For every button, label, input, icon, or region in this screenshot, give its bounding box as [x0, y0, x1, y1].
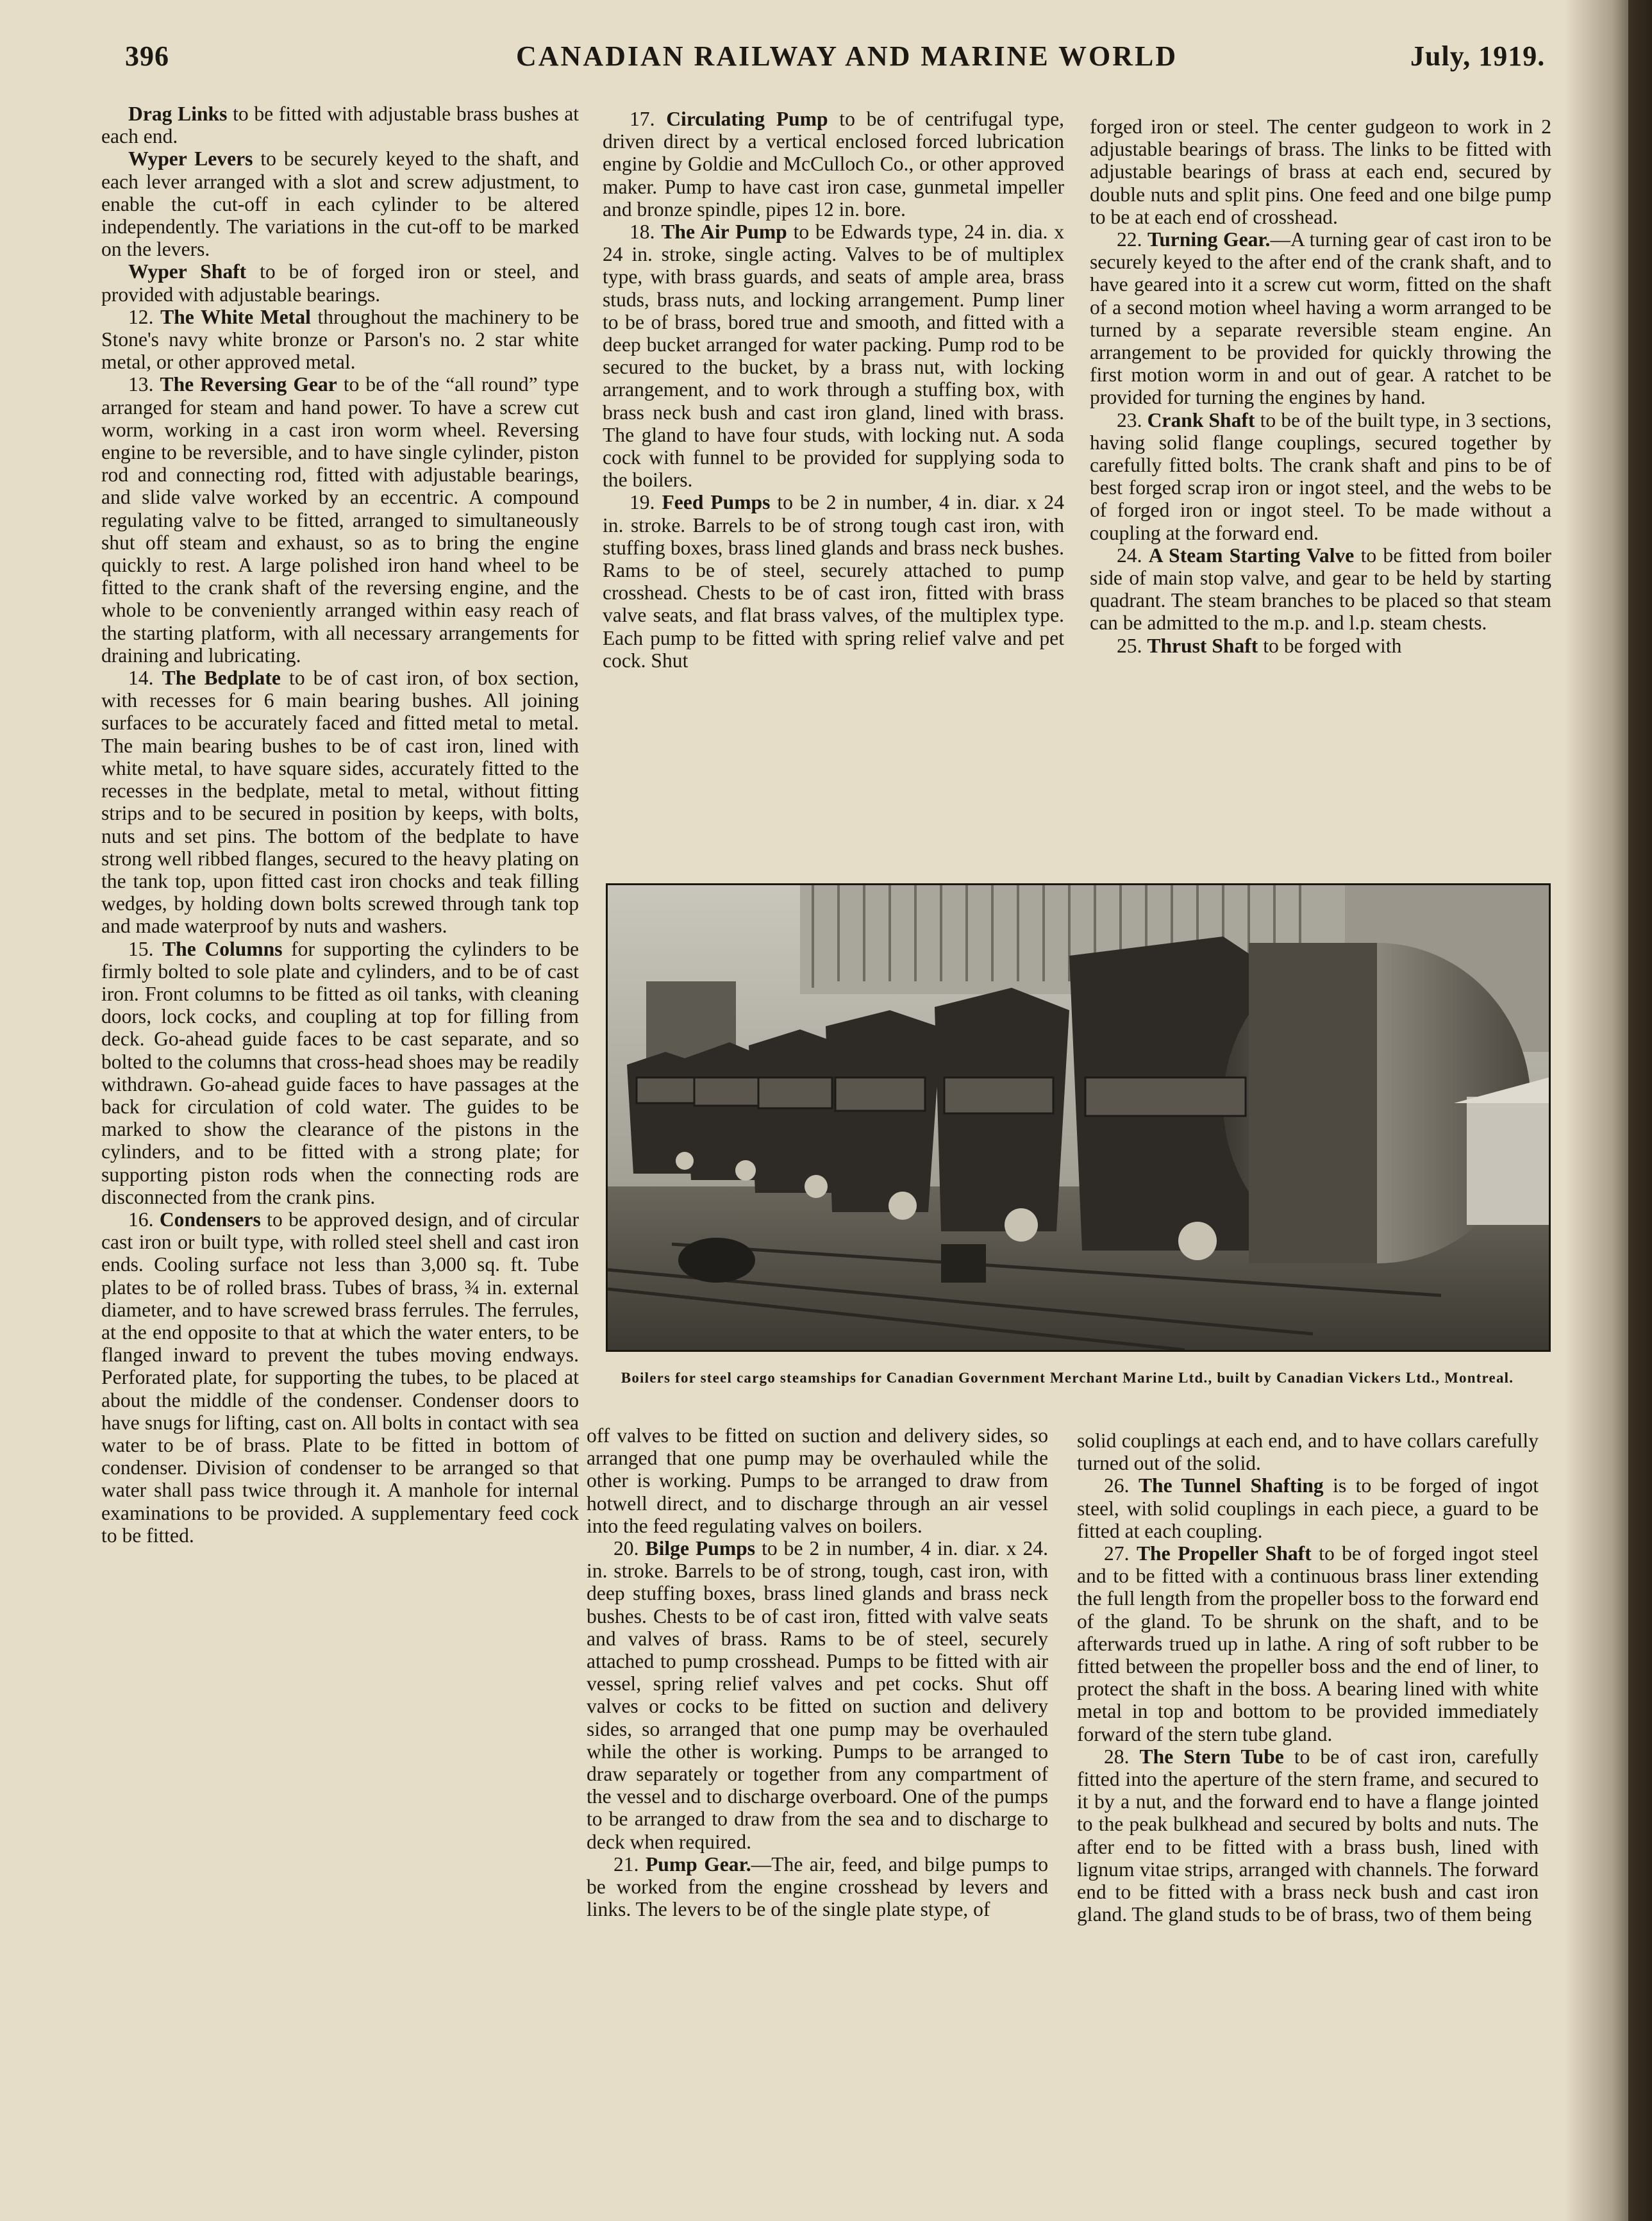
photo-caption: Boilers for steel cargo steamships for Canadian Government Merchant Marine Ltd., built by Canadian Vickers Ltd., Montreal.: [621, 1370, 1514, 1386]
paragraph: [587, 1537, 1048, 1853]
clause-number: 27.: [1104, 1542, 1137, 1565]
clause-number: 17.: [630, 108, 667, 130]
clause-heading: Crank Shaft: [1147, 408, 1255, 431]
clause-text: to be 2 in number, 4 in. diar. x 24. in. stroke. Barrels to be of strong, tough, cast iron, with deep stuffing boxes, brass lined glands and brass neck bushes. Chests to be of cast iron, fitted with valve seats and valves of brass. Rams to be of steel, securely attached to pump crosshead. Pumps to be fitted with air vessel, spring relief valves and pet cocks. Shut off valves or cocks to be fitted on suction and delivery sides, so arranged that one pump may be overhauled while the other is working. Pumps to be arranged to draw separately or together from any compartment of the vessel and to discharge overboard. One of the pumps to be arranged to draw from the sea and to discharge to deck when required.: [587, 1537, 1048, 1853]
clause-number: 23.: [1117, 408, 1147, 431]
clause-heading: A Steam Starting Valve: [1148, 544, 1355, 567]
clause-number: 26.: [1104, 1474, 1139, 1497]
clause-text: to be securely keyed to the shaft, and each lever arranged with a slot and screw adjustment, to enable the cut-off in each cylinder to be altered independently. The variations in the cut-off to be marked on the levers.: [101, 147, 579, 261]
clause-heading: Wyper Levers: [128, 147, 253, 171]
column-middle-bottom: [587, 1424, 1048, 1920]
clause-number: 20.: [613, 1537, 646, 1560]
clause-text: to be fitted with adjustable brass bushes at each end.: [101, 103, 580, 148]
clause-heading: The Propeller Shaft: [1136, 1542, 1312, 1565]
clause-number: 18.: [630, 220, 662, 244]
clause-number: 13.: [128, 373, 160, 396]
paragraph: [1090, 409, 1551, 544]
clause-heading: The White Metal: [160, 305, 311, 328]
page-edge-shadow: [1564, 0, 1652, 2221]
clause-text: to be 2 in number, 4 in. diar. x 24 in. stroke. Barrels to be of strong tough cast iron, with stuffing boxes, brass lined glands and brass neck bushes. Rams to be of steel, securely attached to pump crosshead. Chests to be of cast iron, fitted with brass valve seats, and flat brass valves, of the multiplex type. Each pump to be fitted with spring relief valve and pet cock. Shut: [603, 491, 1065, 672]
clause-text: forged iron or steel. The center gudgeon to work in 2 adjustable bearings of brass. The links to be fitted with adjustable bearings of brass at each end, secured by double nuts and split pins. One feed and one bilge pump to be at each end of crosshead.: [1090, 115, 1551, 228]
paragraph: [101, 938, 579, 1208]
paragraph: [1090, 115, 1551, 228]
clause-heading: Condensers: [159, 1208, 261, 1231]
clause-number: 21.: [613, 1852, 646, 1876]
column-middle-top: [603, 108, 1064, 672]
clause-text: to be of cast iron, carefully fitted into the aperture of the stern frame, and secured to it by a nut, and the forward end to have a flange jointed to the peak bulkhead and secured by bolts and nuts. The after end to be fitted with a brass bush, lined with lignum vitae strips, arranged with channels. The forward end to be fitted with a brass neck bush and cast iron gland. The gland studs to be of brass, two of them being: [1077, 1745, 1539, 1926]
clause-text: —A turning gear of cast iron to be securely keyed to the after end of the crank shaft, and to have geared into it a screw cut worm, fitted on the shaft of a second motion wheel having a worm arranged to be turned by a separate reversible steam engine. An arrangement to be provided for quickly throwing the first motion worm in and out of gear. A ratchet to be provided for turning the engines by hand.: [1090, 228, 1552, 409]
paragraph: [1090, 635, 1551, 657]
clause-text: to be of centrifugal type, driven direct by a vertical enclosed forced lubrication engine by Goldie and McCulloch Co., or other approved maker. Pump to have cast iron case, gunmetal impeller and bronze spindle, pipes 12 in. bore.: [603, 108, 1064, 220]
clause-text: to be of forged ingot steel and to be fitted with a continuous brass liner extending the full length from the propeller boss to the forward end of the gland. To be shrunk on the shaft, and to be afterwards trued up in lathe. A ring of soft rubber to be fitted between the propeller boss and the end of liner, to protect the shaft in the boss. A bearing lined with white metal in top and bottom to be provided immediately forward of the stern tube gland.: [1077, 1542, 1539, 1745]
clause-heading: The Tunnel Shafting: [1138, 1474, 1324, 1497]
clause-heading: The Columns: [162, 937, 283, 960]
column-left: [101, 103, 579, 1547]
clause-heading: The Stern Tube: [1139, 1745, 1284, 1768]
clause-text: is to be forged of ingot steel, with solid couplings in each piece, a guard to be fitted at each coupling.: [1077, 1474, 1539, 1542]
paragraph: [101, 260, 579, 305]
paragraph: [1077, 1745, 1539, 1926]
clause-heading: The Air Pump: [661, 220, 787, 244]
clause-text: throughout the machinery to be Stone's navy white bronze or Parson's no. 2 star white metal, or other approved metal.: [101, 305, 580, 374]
clause-number: 25.: [1117, 634, 1147, 657]
paragraph: [101, 103, 579, 147]
paragraph: [1077, 1542, 1539, 1745]
clause-heading: Drag Links: [128, 103, 228, 125]
clause-number: 28.: [1104, 1745, 1140, 1768]
clause-text: to be of the built type, in 3 sections, having solid flange couplings, secured together by carefully fitted bolts. The crank shaft and pins to be of best forged scrap iron or ingot steel, and the webs to be of forged iron or ingot steel. To be made without a coupling at the forward end.: [1090, 408, 1552, 544]
clause-number: 15.: [128, 937, 163, 960]
clause-text: —The air, feed, and bilge pumps to be worked from the engine crosshead by levers and links. The levers to be of the single plate stype, of: [587, 1852, 1049, 1921]
paragraph: [587, 1424, 1048, 1537]
clause-text: to be of cast iron, of box section, with recesses for 6 main bearing bushes. All joining surfaces to be accurately faced and fitted metal to metal. The main bearing bushes to be of cast iron, lined with white metal, to have square sides, accurately fitted to the recesses in the bedplate, metal to metal, without fitting strips and to be secured in position by keeps, with bolts, nuts and set pins. The bottom of the bedplate to have strong well ribbed flanges, secured to the heavy plating on the tank top, upon fitted cast iron chocks and teak filling wedges, by holding down bolts screwed through tank top and made waterproof by nuts and washers.: [101, 667, 580, 938]
clause-text: to be forged with: [1258, 634, 1402, 657]
boilers-photograph: [606, 883, 1551, 1352]
paragraph: [603, 491, 1064, 672]
page-number: 396: [125, 40, 169, 72]
paragraph: [101, 667, 579, 937]
clause-text: to be of the “all round” type arranged for steam and hand power. To have a screw cut worm, working in a cast iron worm wheel. Reversing engine to be reversible, and to have single cylinder, piston rod and connecting rod, fitted with adjustable bearings, and slide valve worked by an eccentric. A compound regulating valve to be fitted, arranged to simultaneously shut off steam and exhaust, so as to bring the engine quickly to rest. A large polished iron hand wheel to be fitted to the crank shaft of the reversing engine, and the whole to be conveniently arranged within easy reach of the starting platform, with all necessary arrangements for draining and lubricating.: [101, 373, 580, 667]
clause-text: for supporting the cylinders to be firmly bolted to sole plate and cylinders, and to be of cast iron. Front columns to be fitted as oil tanks, with cleaning doors, lock cocks, and coupling at top for filling from deck. Go-ahead guide faces to be cast separate, and so bolted to the columns that cross-head shoes may be readily withdrawn. Go-ahead guide faces to have passages at the back for circulation of cold water. The guides to be marked to show the clearance of the pistons in the cylinders, and to be fitted with a strong plate; for supporting piston rods when the connecting rods are disconnected from the crank pins.: [101, 937, 580, 1208]
paragraph: [603, 220, 1064, 491]
clause-number: 14.: [128, 667, 162, 690]
paragraph: [101, 1208, 579, 1547]
paragraph: [1077, 1474, 1539, 1542]
issue-date: July, 1919.: [1410, 40, 1546, 72]
clause-heading: Feed Pumps: [662, 491, 771, 514]
clause-text: to be of forged iron or steel, and provided with adjustable bearings.: [101, 260, 579, 306]
paragraph: [1090, 228, 1551, 409]
paragraph: [101, 147, 579, 260]
clause-number: 19.: [630, 491, 662, 514]
clause-heading: The Bedplate: [162, 667, 281, 690]
clause-number: 12.: [128, 305, 161, 328]
paragraph: [603, 108, 1064, 220]
clause-heading: The Reversing Gear: [160, 373, 337, 396]
clause-number: 24.: [1117, 544, 1149, 567]
paragraph: [1077, 1429, 1539, 1474]
paragraph: [587, 1853, 1048, 1921]
column-right-top: [1090, 115, 1551, 657]
clause-text: to be Edwards type, 24 in. dia. x 24 in. stroke, single acting. Valves to be of multiplex type, with brass guards, and seats of ample area, brass studs, brass nuts, and locking arrangement. Pump liner to be of brass, bored true and smooth, and fitted with a deep bucket arranged for water packing. Pump rod to be secured to the bucket, by a brass nut, with locking arrangement, and to work through a stuffing box, with brass neck bush and cast iron gland, lined with brass. The gland to have four studs, with locking nut. A soda cock with funnel to be provided for supplying soda to the boilers.: [603, 220, 1064, 492]
clause-text: to be fitted from boiler side of main stop valve, and gear to be held by starting quadrant. The steam branches to be placed so that steam can be admitted to the m.p. and l.p. steam chests.: [1090, 544, 1552, 635]
masthead-title: CANADIAN RAILWAY AND MARINE WORLD: [516, 40, 1178, 72]
clause-text: off valves to be fitted on suction and delivery sides, so arranged that one pump may be overhauled while the other is working. Pumps to be arranged to draw from hotwell direct, and to discharge through an air vessel into the feed regulating valves on boilers.: [587, 1424, 1048, 1537]
column-right-bottom: [1077, 1429, 1539, 1926]
clause-heading: Thrust Shaft: [1147, 634, 1258, 657]
clause-number: 16.: [128, 1208, 160, 1231]
paragraph: [101, 306, 579, 374]
clause-number: 22.: [1117, 228, 1148, 251]
clause-text: solid couplings at each end, and to have collars carefully turned out of the solid.: [1077, 1429, 1539, 1475]
paragraph: [1090, 544, 1551, 635]
clause-heading: Bilge Pumps: [645, 1537, 756, 1560]
clause-heading: Circulating Pump: [666, 108, 828, 130]
paragraph: [101, 373, 579, 667]
clause-heading: Pump Gear.: [645, 1852, 751, 1876]
clause-text: to be approved design, and of circular cast iron or built type, with rolled steel shell and cast iron ends. Cooling surface not less than 3,000 sq. ft. Tube plates to be of rolled brass. Tubes of brass, ¾ in. external diameter, and to have screwed brass ferrules. The ferrules, at the end opposite to that at which the water enters, to be flanged inward to prevent the tubes moving endways. Perforated plate, for supporting the tubes, to be placed at about the middle of the condenser. Condenser doors to have snugs for lifting, cast on. All bolts in contact with sea water to be of brass. Plate to be fitted in bottom of condenser. Division of condenser to be arranged so that water shall pass twice through it. A manhole for internal examinations to be provided. A supplementary feed cock to be fitted.: [101, 1208, 579, 1547]
clause-heading: Turning Gear.: [1147, 228, 1271, 251]
clause-heading: Wyper Shaft: [128, 260, 247, 283]
